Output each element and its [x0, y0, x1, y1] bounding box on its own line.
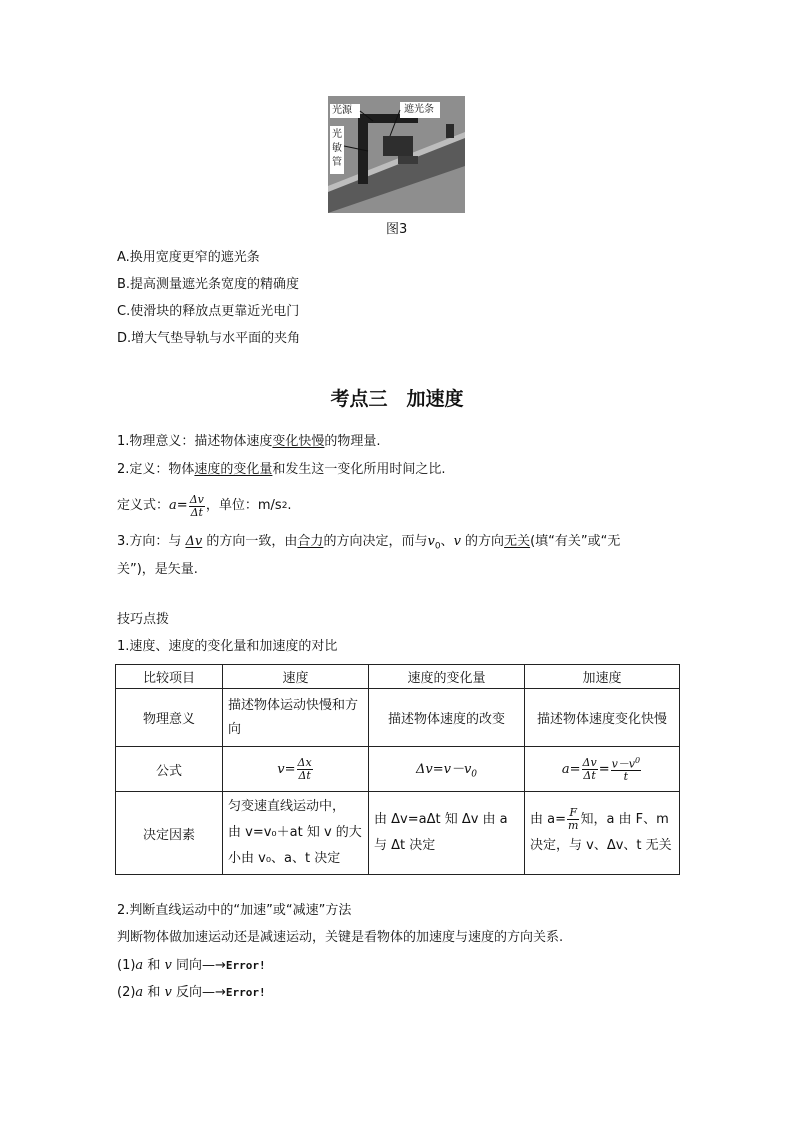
case-number: (1)	[117, 958, 136, 973]
table-cell	[223, 792, 369, 875]
text: 和	[143, 985, 165, 1000]
cell-line: 由 Δv=aΔt 知 Δv 由 a	[374, 812, 508, 827]
text: 同向	[171, 958, 202, 973]
table-header: 比较项目	[116, 665, 223, 689]
option-c: C.使滑块的释放点更靠近光电门	[117, 304, 300, 319]
text: 2.定义：物体	[117, 462, 195, 477]
text: 的方向决定，而与	[323, 534, 428, 549]
numerator: Δv	[189, 492, 204, 506]
case-same-direction	[117, 958, 266, 974]
subscript: 0	[434, 541, 441, 552]
arrow-icon: —→	[201, 958, 226, 973]
cell-line: 决定，与 v、Δv、t 无关	[530, 838, 672, 853]
table-header: 速度	[223, 665, 369, 689]
table-cell: 描述物体速度变化快慢	[525, 689, 680, 747]
option-b: B.提高测量遮光条宽度的精确度	[117, 277, 300, 292]
text: 、	[440, 534, 454, 549]
denominator: t	[623, 770, 629, 784]
label-photo-tube: 光 敏 管	[332, 129, 342, 168]
superscript: 2	[281, 501, 288, 511]
formula-lhs: v=	[277, 761, 296, 777]
var-v: v	[164, 985, 172, 1000]
table-header: 加速度	[525, 665, 680, 689]
table-row	[116, 792, 680, 875]
numerator: Δv	[582, 755, 597, 769]
table-header: 速度的变化量	[369, 665, 525, 689]
numerator	[611, 755, 642, 772]
text: 1.物理意义：描述物体速度	[117, 434, 273, 449]
table-cell: 物理意义	[116, 689, 223, 747]
text: 的物理量.	[324, 434, 381, 449]
case-opposite-direction	[117, 985, 266, 1001]
blank-answer: Δv	[185, 534, 203, 549]
figure-caption: 图3	[386, 222, 408, 237]
text: 由 a=	[530, 812, 566, 827]
tips-title: 技巧点拨	[117, 612, 170, 627]
blank-answer: 变化快慢	[272, 434, 325, 449]
paragraph-definition	[117, 462, 446, 478]
label-shade-strip: 遮光条	[404, 104, 434, 115]
fraction	[297, 757, 313, 782]
fraction	[582, 757, 598, 782]
var-v: v	[427, 534, 435, 549]
denominator: Δt	[190, 505, 203, 519]
cell-line: 匀变速直线运动中，	[228, 799, 346, 814]
table-cell: 公式	[116, 747, 223, 792]
table-cell: 决定因素	[116, 792, 223, 875]
judge-title: 2.判断直线运动中的“加速”或“减速”方法	[117, 903, 352, 918]
table-cell	[525, 792, 680, 875]
table-cell: 描述物体运动快慢和方向	[223, 689, 369, 747]
fraction	[567, 807, 579, 832]
comparison-table	[115, 664, 680, 875]
error-text: Error!	[225, 986, 266, 999]
text: ，单位：m/s	[205, 498, 282, 513]
cell-line: 与 Δt 决定	[374, 838, 436, 853]
table-row	[116, 689, 680, 747]
blank-answer: 速度的变化量	[194, 462, 273, 477]
text: 的方向	[460, 534, 505, 549]
numerator-text: v－v	[611, 757, 636, 771]
denominator: Δt	[583, 768, 596, 782]
formula-lhs: a=	[561, 761, 581, 777]
table-cell: 描述物体速度的改变	[369, 689, 525, 747]
var-a: a	[135, 985, 144, 1000]
table-row	[116, 747, 680, 792]
table-cell	[223, 747, 369, 792]
option-d: D.增大气垫导轨与水平面的夹角	[117, 331, 301, 346]
text: 和发生这一变化所用时间之比.	[272, 462, 446, 477]
numerator: Δx	[297, 755, 312, 769]
superscript: 0	[635, 755, 641, 765]
text: .	[287, 498, 292, 513]
var-a: a	[169, 498, 177, 513]
label-light-source: 光源	[332, 105, 352, 116]
denominator: m	[568, 819, 579, 832]
paragraph-direction-line2: 关”)，是矢量.	[117, 562, 198, 577]
equals: =	[598, 761, 610, 777]
table-header-row	[116, 665, 680, 689]
equals: =	[176, 498, 188, 513]
cell-line: 由 v=v₀＋at 知 v 的大	[228, 825, 362, 840]
numerator: F	[567, 807, 579, 820]
table-title: 1.速度、速度的变化量和加速度的对比	[117, 639, 338, 654]
paragraph-meaning	[117, 434, 381, 450]
fraction	[189, 494, 205, 519]
paragraph-direction	[117, 534, 687, 555]
blank-answer: 无关	[504, 534, 531, 549]
text: 知，a 由 F、m	[580, 812, 669, 827]
text: 3.方向：与	[117, 534, 186, 549]
var-v: v	[164, 958, 172, 973]
error-text: Error!	[225, 959, 266, 972]
text: 反向	[171, 985, 202, 1000]
apparatus-photo	[328, 96, 465, 213]
cell-line	[530, 807, 674, 833]
text: 的方向一致，由	[202, 534, 298, 549]
denominator: Δt	[298, 768, 311, 782]
fraction	[611, 755, 642, 784]
case-number: (2)	[117, 985, 136, 1000]
subscript: 0	[471, 769, 478, 780]
text: (填“有关”或“无	[530, 534, 621, 549]
table-cell	[525, 747, 680, 792]
formula: Δv=v－v	[415, 762, 472, 778]
text: 定义式：	[117, 498, 170, 513]
definition-formula	[117, 491, 292, 521]
judge-description: 判断物体做加速运动还是减速运动，关键是看物体的加速度与速度的方向关系.	[117, 930, 564, 945]
table-cell	[369, 792, 525, 875]
text: 和	[143, 958, 165, 973]
blank-answer: 合力	[297, 534, 324, 549]
cell-line: 小由 v₀、a、t 决定	[228, 851, 341, 866]
section-title: 考点三 加速度	[330, 388, 464, 410]
var-v: v	[453, 534, 461, 549]
arrow-icon: —→	[201, 985, 226, 1000]
option-a: A.换用宽度更窄的遮光条	[117, 250, 260, 265]
var-a: a	[135, 958, 144, 973]
table-cell	[369, 747, 525, 792]
